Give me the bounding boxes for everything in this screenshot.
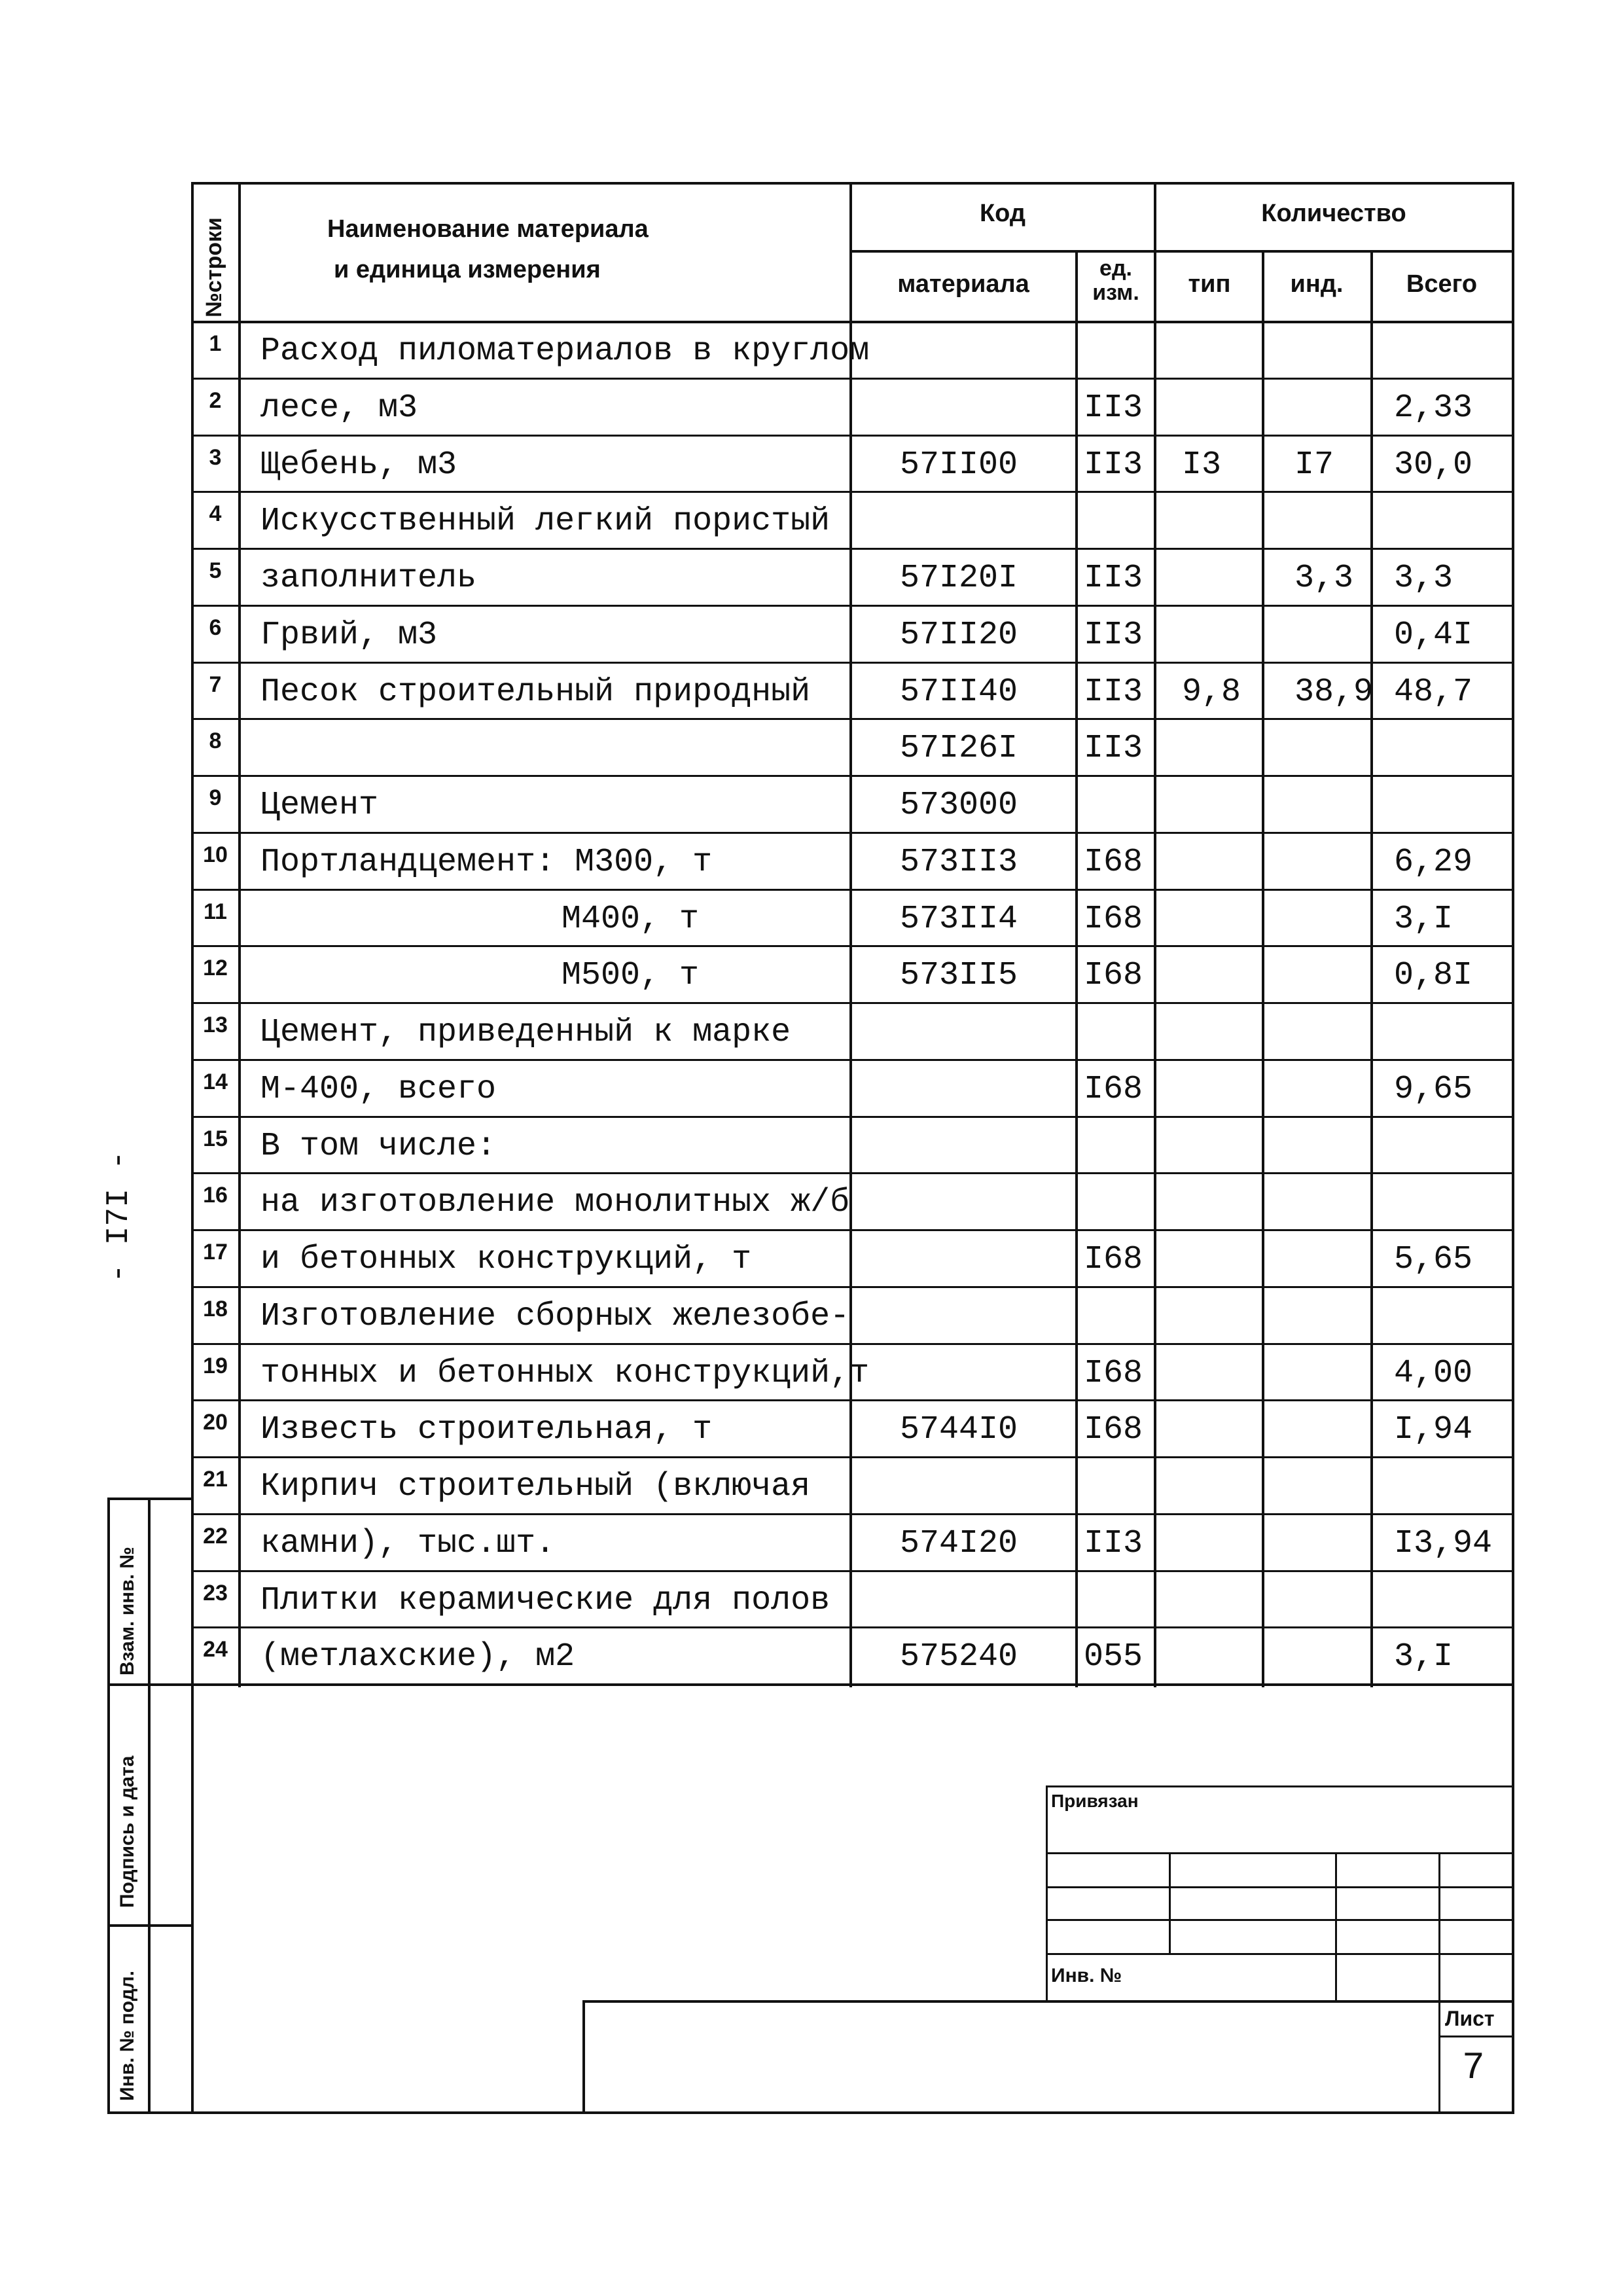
cell-name: Изготовление сборных железобе- xyxy=(260,1297,850,1335)
row-number: 24 xyxy=(203,1637,228,1662)
stamp-inv-no: Инв. № xyxy=(1051,1965,1122,1986)
row-number: 10 xyxy=(203,842,228,867)
cell-name: Расход пиломатериалов в круглом xyxy=(260,332,870,370)
cell-total: 0,4I xyxy=(1394,616,1473,654)
stamp-podpis-data: Подпись и дата xyxy=(116,1755,138,1908)
sheet-label: Лист xyxy=(1445,2007,1495,2030)
cell-name: Портландцемент: М300, т xyxy=(260,843,713,881)
row-number: 23 xyxy=(203,1580,228,1605)
row-number: 21 xyxy=(203,1467,228,1492)
cell-code: 573000 xyxy=(900,787,1018,824)
stamp-privyazan: Привязан xyxy=(1051,1791,1139,1811)
cell-name: тонных и бетонных конструкций,т xyxy=(260,1354,870,1392)
cell-total: 3,I xyxy=(1394,900,1454,938)
cell-unit: II3 xyxy=(1084,673,1143,711)
header-row-no: №строки xyxy=(202,217,226,317)
cell-code: 575240 xyxy=(900,1638,1018,1676)
cell-name: Цемент, приведенный к марке xyxy=(260,1014,791,1051)
header-code-material: материала xyxy=(897,270,1029,298)
stamp-vzam-inv: Взам. инв. № xyxy=(116,1547,138,1676)
cell-code: 5744I0 xyxy=(900,1411,1018,1449)
row-number: 17 xyxy=(203,1240,228,1265)
header-qty-tip: тип xyxy=(1188,270,1231,298)
cell-ind: 38,9 xyxy=(1294,673,1374,711)
cell-name: Известь строительная, т xyxy=(260,1411,713,1449)
header-code-unit: ед. изм. xyxy=(1092,256,1139,306)
cell-unit: II3 xyxy=(1084,730,1143,768)
row-number: 2 xyxy=(209,387,222,413)
row-number: 7 xyxy=(209,672,222,697)
row-number: 13 xyxy=(203,1013,228,1037)
cell-total: 9,65 xyxy=(1394,1070,1473,1108)
cell-name: М500, т xyxy=(562,957,700,995)
cell-unit: II3 xyxy=(1084,389,1143,427)
cell-unit: II3 xyxy=(1084,446,1143,484)
cell-code: 57II40 xyxy=(900,673,1018,711)
cell-total: 30,0 xyxy=(1394,446,1473,484)
row-number: 9 xyxy=(209,785,222,810)
cell-name: М-400, всего xyxy=(260,1070,497,1108)
cell-code: 57I20I xyxy=(900,560,1018,597)
cell-total: 3,I xyxy=(1394,1638,1454,1676)
cell-name: В том числе: xyxy=(260,1127,497,1165)
cell-name: Грвий, м3 xyxy=(260,616,438,654)
cell-code: 573II5 xyxy=(900,957,1018,995)
cell-name: Кирпич строительный (включая xyxy=(260,1468,811,1505)
cell-name: заполнитель xyxy=(260,560,477,597)
cell-total: 4,00 xyxy=(1394,1354,1473,1392)
row-number: 18 xyxy=(203,1296,228,1321)
cell-name: Песок строительный природный xyxy=(260,673,811,711)
cell-name: М400, т xyxy=(562,900,700,938)
cell-total: 0,8I xyxy=(1394,957,1473,995)
sheet-number: 7 xyxy=(1462,2047,1485,2090)
cell-ind: I7 xyxy=(1294,446,1334,484)
cell-unit: I68 xyxy=(1084,1354,1143,1392)
cell-code: 57II00 xyxy=(900,446,1018,484)
cell-name: Цемент xyxy=(260,787,379,824)
row-number: 6 xyxy=(209,615,222,640)
stamp-inv-podl: Инв. № подл. xyxy=(116,1970,138,2101)
cell-name: лесе, м3 xyxy=(260,389,418,427)
row-number: 15 xyxy=(203,1126,228,1151)
page-number: - I7I - xyxy=(101,1151,137,1283)
row-number: 4 xyxy=(209,501,222,527)
header-code-group: Код xyxy=(979,200,1026,227)
row-number: 20 xyxy=(203,1410,228,1435)
row-number: 11 xyxy=(204,899,227,924)
cell-total: I3,94 xyxy=(1394,1524,1493,1562)
cell-name: Искусственный легкий пористый xyxy=(260,503,830,541)
cell-total: I,94 xyxy=(1394,1411,1473,1449)
row-number: 16 xyxy=(203,1183,228,1208)
cell-unit: I68 xyxy=(1084,957,1143,995)
cell-unit: I68 xyxy=(1084,1070,1143,1108)
cell-total: 3,3 xyxy=(1394,560,1454,597)
cell-code: 573II3 xyxy=(900,843,1018,881)
cell-code: 57II20 xyxy=(900,616,1018,654)
cell-unit: I68 xyxy=(1084,1241,1143,1278)
header-name-line1: Наименование материала xyxy=(327,215,649,243)
row-number: 1 xyxy=(209,331,222,356)
cell-total: 6,29 xyxy=(1394,843,1473,881)
cell-name: камни), тыс.шт. xyxy=(260,1524,556,1562)
cell-code: 57I26I xyxy=(900,730,1018,768)
cell-unit: II3 xyxy=(1084,560,1143,597)
cell-tip: I3 xyxy=(1182,446,1222,484)
row-number: 12 xyxy=(203,956,228,981)
cell-unit: I68 xyxy=(1084,900,1143,938)
cell-unit: I68 xyxy=(1084,1411,1143,1449)
cell-unit: II3 xyxy=(1084,616,1143,654)
cell-unit: II3 xyxy=(1084,1524,1143,1562)
cell-unit: I68 xyxy=(1084,843,1143,881)
cell-total: 2,33 xyxy=(1394,389,1473,427)
cell-code: 573II4 xyxy=(900,900,1018,938)
header-qty-total: Всего xyxy=(1406,270,1478,298)
row-number: 19 xyxy=(203,1353,228,1378)
row-number: 8 xyxy=(209,728,222,754)
row-number: 14 xyxy=(203,1069,228,1094)
row-number: 3 xyxy=(209,444,222,470)
cell-name: и бетонных конструкций, т xyxy=(260,1241,752,1278)
cell-code: 574I20 xyxy=(900,1524,1018,1562)
cell-total: 48,7 xyxy=(1394,673,1473,711)
cell-name: (метлахские), м2 xyxy=(260,1638,575,1676)
cell-total: 5,65 xyxy=(1394,1241,1473,1278)
row-number: 5 xyxy=(209,558,222,583)
cell-name: Щебень, м3 xyxy=(260,446,457,484)
header-qty-group: Количество xyxy=(1261,200,1406,227)
cell-tip: 9,8 xyxy=(1182,673,1241,711)
cell-name: Плитки керамические для полов xyxy=(260,1581,830,1619)
header-qty-ind: инд. xyxy=(1290,270,1344,298)
header-name-line2: и единица измерения xyxy=(334,256,601,283)
cell-name: на изготовление монолитных ж/б xyxy=(260,1184,850,1222)
row-number: 22 xyxy=(203,1523,228,1549)
cell-ind: 3,3 xyxy=(1294,560,1354,597)
cell-unit: 055 xyxy=(1084,1638,1143,1676)
